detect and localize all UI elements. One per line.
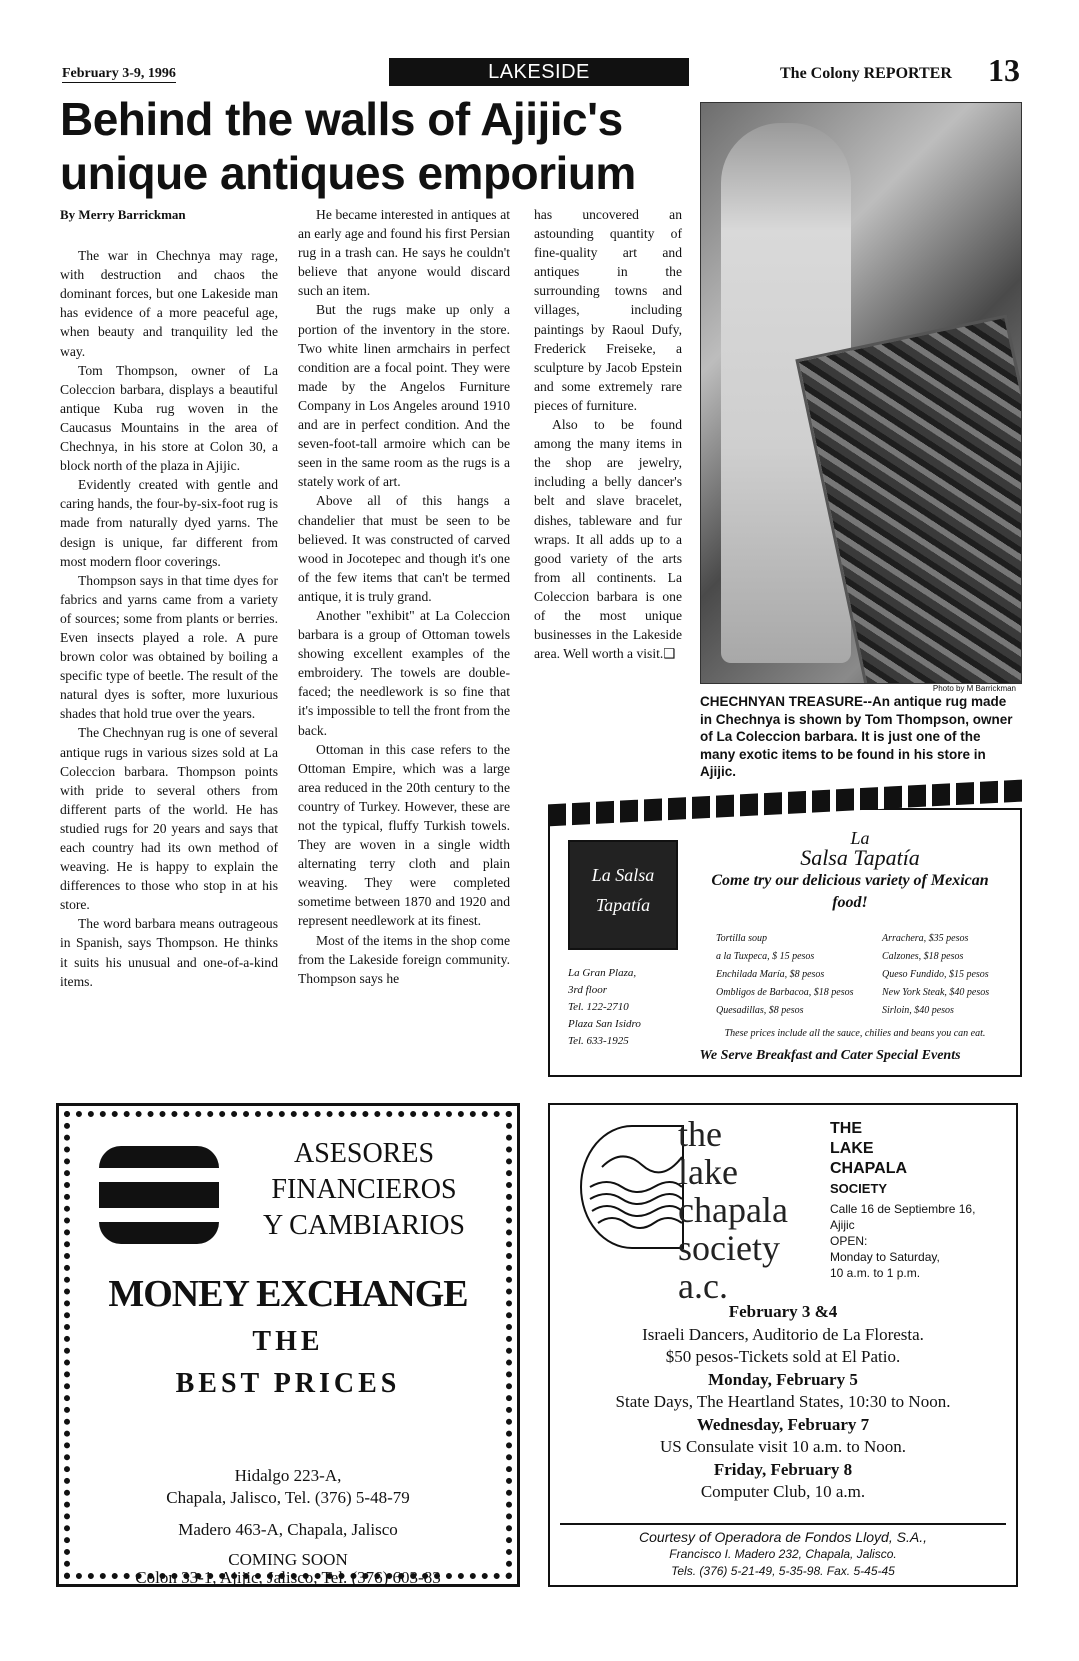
event-detail: Israeli Dancers, Auditorio de La Floresta. (642, 1324, 924, 1344)
event-date: Wednesday, February 7 (696, 1414, 870, 1434)
issue-date: February 3-9, 1996 (62, 66, 176, 81)
logo-word: a.c. (678, 1266, 728, 1306)
menu-item: Arrachera, $35 pesos (882, 933, 969, 944)
address-line: Madero 463-A, Chapala, Jalisco (178, 1520, 398, 1539)
paragraph: Ottoman in this case refers to the Ottoman Empire, which was a large area reduced in the 20th century to the country of Turkey. However, these are not the typical, fluffy Turkish towels. They are woven in a single width alternating terry cloth and plain weaving. They were completed sometime between 1870 and 1920 and represent needlework at its finest. (298, 741, 510, 929)
menu-item: Calzones, $18 pesos (882, 951, 964, 962)
society-logo-text (678, 1115, 848, 1305)
logo-word: chapala (678, 1190, 788, 1230)
page-number: 13 (988, 52, 1020, 88)
title-line: SOCIETY (830, 1181, 888, 1196)
slogan-best-prices: BEST PRICES (175, 1368, 401, 1399)
photo-caption: CHECHNYAN TREASURE--An antique rug made in Chechnya is shown by Tom Thompson, owner of La Coleccion barbara. It is just one of the many exotic items to be found in his store in Ajijic. (700, 694, 1013, 779)
society-address (830, 1201, 1010, 1281)
address-line: OPEN: (830, 1234, 868, 1248)
sponsor-line: Tels. (376) 5-21-49, 5-35-98. Fax. 5-45-45 (671, 1564, 895, 1578)
address-line: Tel. 633-1925 (568, 1035, 629, 1047)
sponsor-footer (550, 1529, 1016, 1580)
event-detail: US Consulate visit 10 a.m. to Noon. (659, 1437, 907, 1456)
address-line: Tel. 122-2710 (568, 1001, 629, 1013)
paragraph: The war in Chechnya may rage, with destruction and chaos the dominant forces, but one Lakeside man has evidence of a more peaceful age, when beauty and tranquility led the way. (60, 248, 278, 359)
exchange-logo-icon (99, 1146, 219, 1246)
lake-chapala-society-ad (548, 1103, 1018, 1587)
photo-credit: Photo by M Barrickman (932, 684, 1016, 693)
logo-word: society (678, 1228, 780, 1268)
restaurant-logo: La Salsa Tapatía (568, 840, 678, 950)
menu-item: Ombligos de Barbacoa, $18 pesos (716, 987, 854, 998)
paragraph: Thompson says in that time dyes for fabrics and yarns came from a variety of sources; some from plants or berries. Even insects played a role. A pure brown color was obtained by boiling a specific type of beetle. The result of the natural dyes is softer, more luxurious shades that hold true over the years. (60, 572, 278, 722)
byline: By Merry Barrickman (60, 207, 186, 222)
slogan-the: THE (252, 1326, 324, 1357)
lake-wave-logo-icon (580, 1125, 684, 1249)
article-column-3 (534, 205, 682, 663)
publication-name: The Colony REPORTER (780, 65, 952, 82)
headline: Behind the walls of Ajijic's unique antiques emporium (60, 93, 636, 199)
article-photo (700, 102, 1022, 684)
event-detail: Computer Club, 10 a.m. (700, 1482, 866, 1501)
company-name-line: ASESORES (293, 1138, 435, 1169)
logo-word: lake (678, 1152, 738, 1192)
paragraph: Above all of this hangs a chandelier that must be seen to be believed. It was constructed of carved wood in Jocotepec and though it's one of the few items that can't be termed antique, it is truly grand. (298, 493, 510, 604)
paragraph: He became interested in antiques at an early age and found his first Persian rug in a trash can. He says he couldn't believe that anyone would discard such an item. (298, 207, 510, 299)
paragraph: has uncovered an astounding quantity of fine-quality art and antiques in the surrounding towns and villages, including paintings by Raoul Dufy, Frederick Freiseke, a sculpture by Jacob Epstein and some extremely rare pieces of furniture. (534, 207, 682, 413)
restaurant-address (568, 965, 688, 1050)
address-line: Chapala, Jalisco, Tel. (376) 5-48-79 (166, 1488, 410, 1507)
paragraph: Evidently created with gentle and caring hands, the four-by-six-foot rug is made from naturally dyed yarns. The design is unique, far different from most modern floor coverings. (60, 477, 278, 569)
decorative-stripes (548, 780, 1022, 827)
menu-item: Quesadillas, $8 pesos (716, 1005, 804, 1016)
salsa-tapatia-ad (548, 808, 1022, 1077)
address-line: Monday to Saturday, (830, 1250, 940, 1264)
address-line: Hidalgo 223-A, (234, 1466, 342, 1485)
address-line: Calle 16 de Septiembre 16, (830, 1202, 976, 1216)
menu-item: New York Steak, $40 pesos (882, 987, 990, 998)
title-line: CHAPALA (830, 1160, 908, 1177)
event-date: Friday, February 8 (713, 1459, 853, 1479)
article-column-1 (60, 205, 278, 991)
restaurant-services: We Serve Breakfast and Cater Special Events (699, 1048, 961, 1063)
section-banner: LAKESIDE (389, 58, 689, 86)
menu-item: a la Tuxpeca, $ 15 pesos (716, 951, 815, 962)
masthead (62, 52, 1020, 92)
company-name-line: Y CAMBIARIOS (263, 1210, 465, 1241)
event-detail: $50 pesos-Tickets sold at El Patio. (665, 1347, 901, 1366)
paragraph: Most of the items in the shop come from the Lakeside foreign community. Thompson says he (298, 932, 510, 986)
event-detail: State Days, The Heartland States, 10:30 to Noon. (615, 1392, 951, 1411)
sponsor-line: Courtesy of Operadora de Fondos Lloyd, S.A., (639, 1529, 927, 1545)
paragraph: The word barbara means outrageous in Spanish, says Thompson. He thinks it suits his unusual and one-of-a-kind items. (60, 916, 278, 989)
logo-word: the (678, 1114, 722, 1154)
address-line: 3rd floor (568, 984, 608, 996)
restaurant-name-small: La (850, 828, 870, 848)
events-list (550, 1301, 1016, 1504)
coming-soon: COMING SOON (228, 1550, 348, 1569)
title-line: THE (830, 1120, 862, 1137)
address-line: Plaza San Isidro (568, 1018, 641, 1030)
article-column-2 (298, 205, 510, 988)
paragraph: Also to be found among the many items in the shop are jewelry, including a belly dancer's belt and slave bracelet, dishes, tableware and fur wraps. It all adds up to a good variety of the arts from all continents. La Coleccion barbara is one of the most unique businesses in the Lakeside area. Well worth a visit.❑ (534, 417, 682, 662)
restaurant-name (720, 828, 1000, 868)
company-name (239, 1136, 489, 1244)
paragraph: Another "exhibit" at La Coleccion barbara is a group of Ottoman towels showing excellent examples of the embroidery. The towels are double-faced; the needlework is so fine that it's impossible to tell the front from the back. (298, 607, 510, 738)
menu-item: Enchilada María, $8 pesos (716, 969, 825, 980)
address-line: Colon 33-1, Ajijic, Jalisco, Tel. (376) 603-83 (135, 1568, 441, 1587)
money-exchange-title: MONEY EXCHANGE (108, 1273, 468, 1315)
event-date: Monday, February 5 (708, 1369, 858, 1389)
society-title (830, 1119, 1010, 1199)
address-line: Ajijic (830, 1218, 855, 1232)
paragraph: The Chechnyan rug is one of several antique rugs in various sizes sold at La Coleccion barbara. Thompson points with pride to several others from different parts of the world. He has studied rugs for 20 years and says that each country had its own method of weaving. He is happy to explain the differences to those who stop in at his store. (60, 725, 278, 913)
restaurant-tagline: Come try our delicious variety of Mexican food! (711, 872, 989, 911)
title-line: LAKE (830, 1140, 874, 1157)
restaurant-name-main: Salsa Tapatía (800, 845, 920, 870)
menu-item: Sirloin, $40 pesos (882, 1005, 954, 1016)
money-exchange-ad (56, 1103, 520, 1587)
menu-left (716, 930, 866, 1020)
paragraph: But the rugs make up only a portion of the inventory in the store. Two white linen armchairs in perfect condition are a focal point. They were made by the Angelos Furniture Company in Los Angeles around 1910 and are in perfect condition. And the seven-foot-tall armoire which can be seen in the same room as the rugs is a stately work of art. (298, 302, 510, 490)
price-note: These prices include all the sauce, chilies and beans you can eat. (724, 1028, 986, 1039)
menu-item: Tortilla soup (716, 933, 768, 944)
divider (560, 1523, 1006, 1525)
menu-item: Queso Fundido, $15 pesos (882, 969, 989, 980)
company-name-line: FINANCIEROS (271, 1174, 457, 1205)
address-line: 10 a.m. to 1 p.m. (830, 1266, 921, 1280)
address-line: La Gran Plaza, (568, 967, 637, 979)
event-date: February 3 &4 (728, 1302, 838, 1321)
paragraph: Tom Thompson, owner of La Coleccion barbara, displays a beautiful antique Kuba rug woven in the Caucasus Mountains in the area of Chechnya, in his store at Colon 30, a block north of the plaza in Ajijic. (60, 362, 278, 474)
sponsor-line: Francisco I. Madero 232, Chapala, Jalisco. (669, 1547, 897, 1561)
menu-right (882, 930, 1012, 1020)
